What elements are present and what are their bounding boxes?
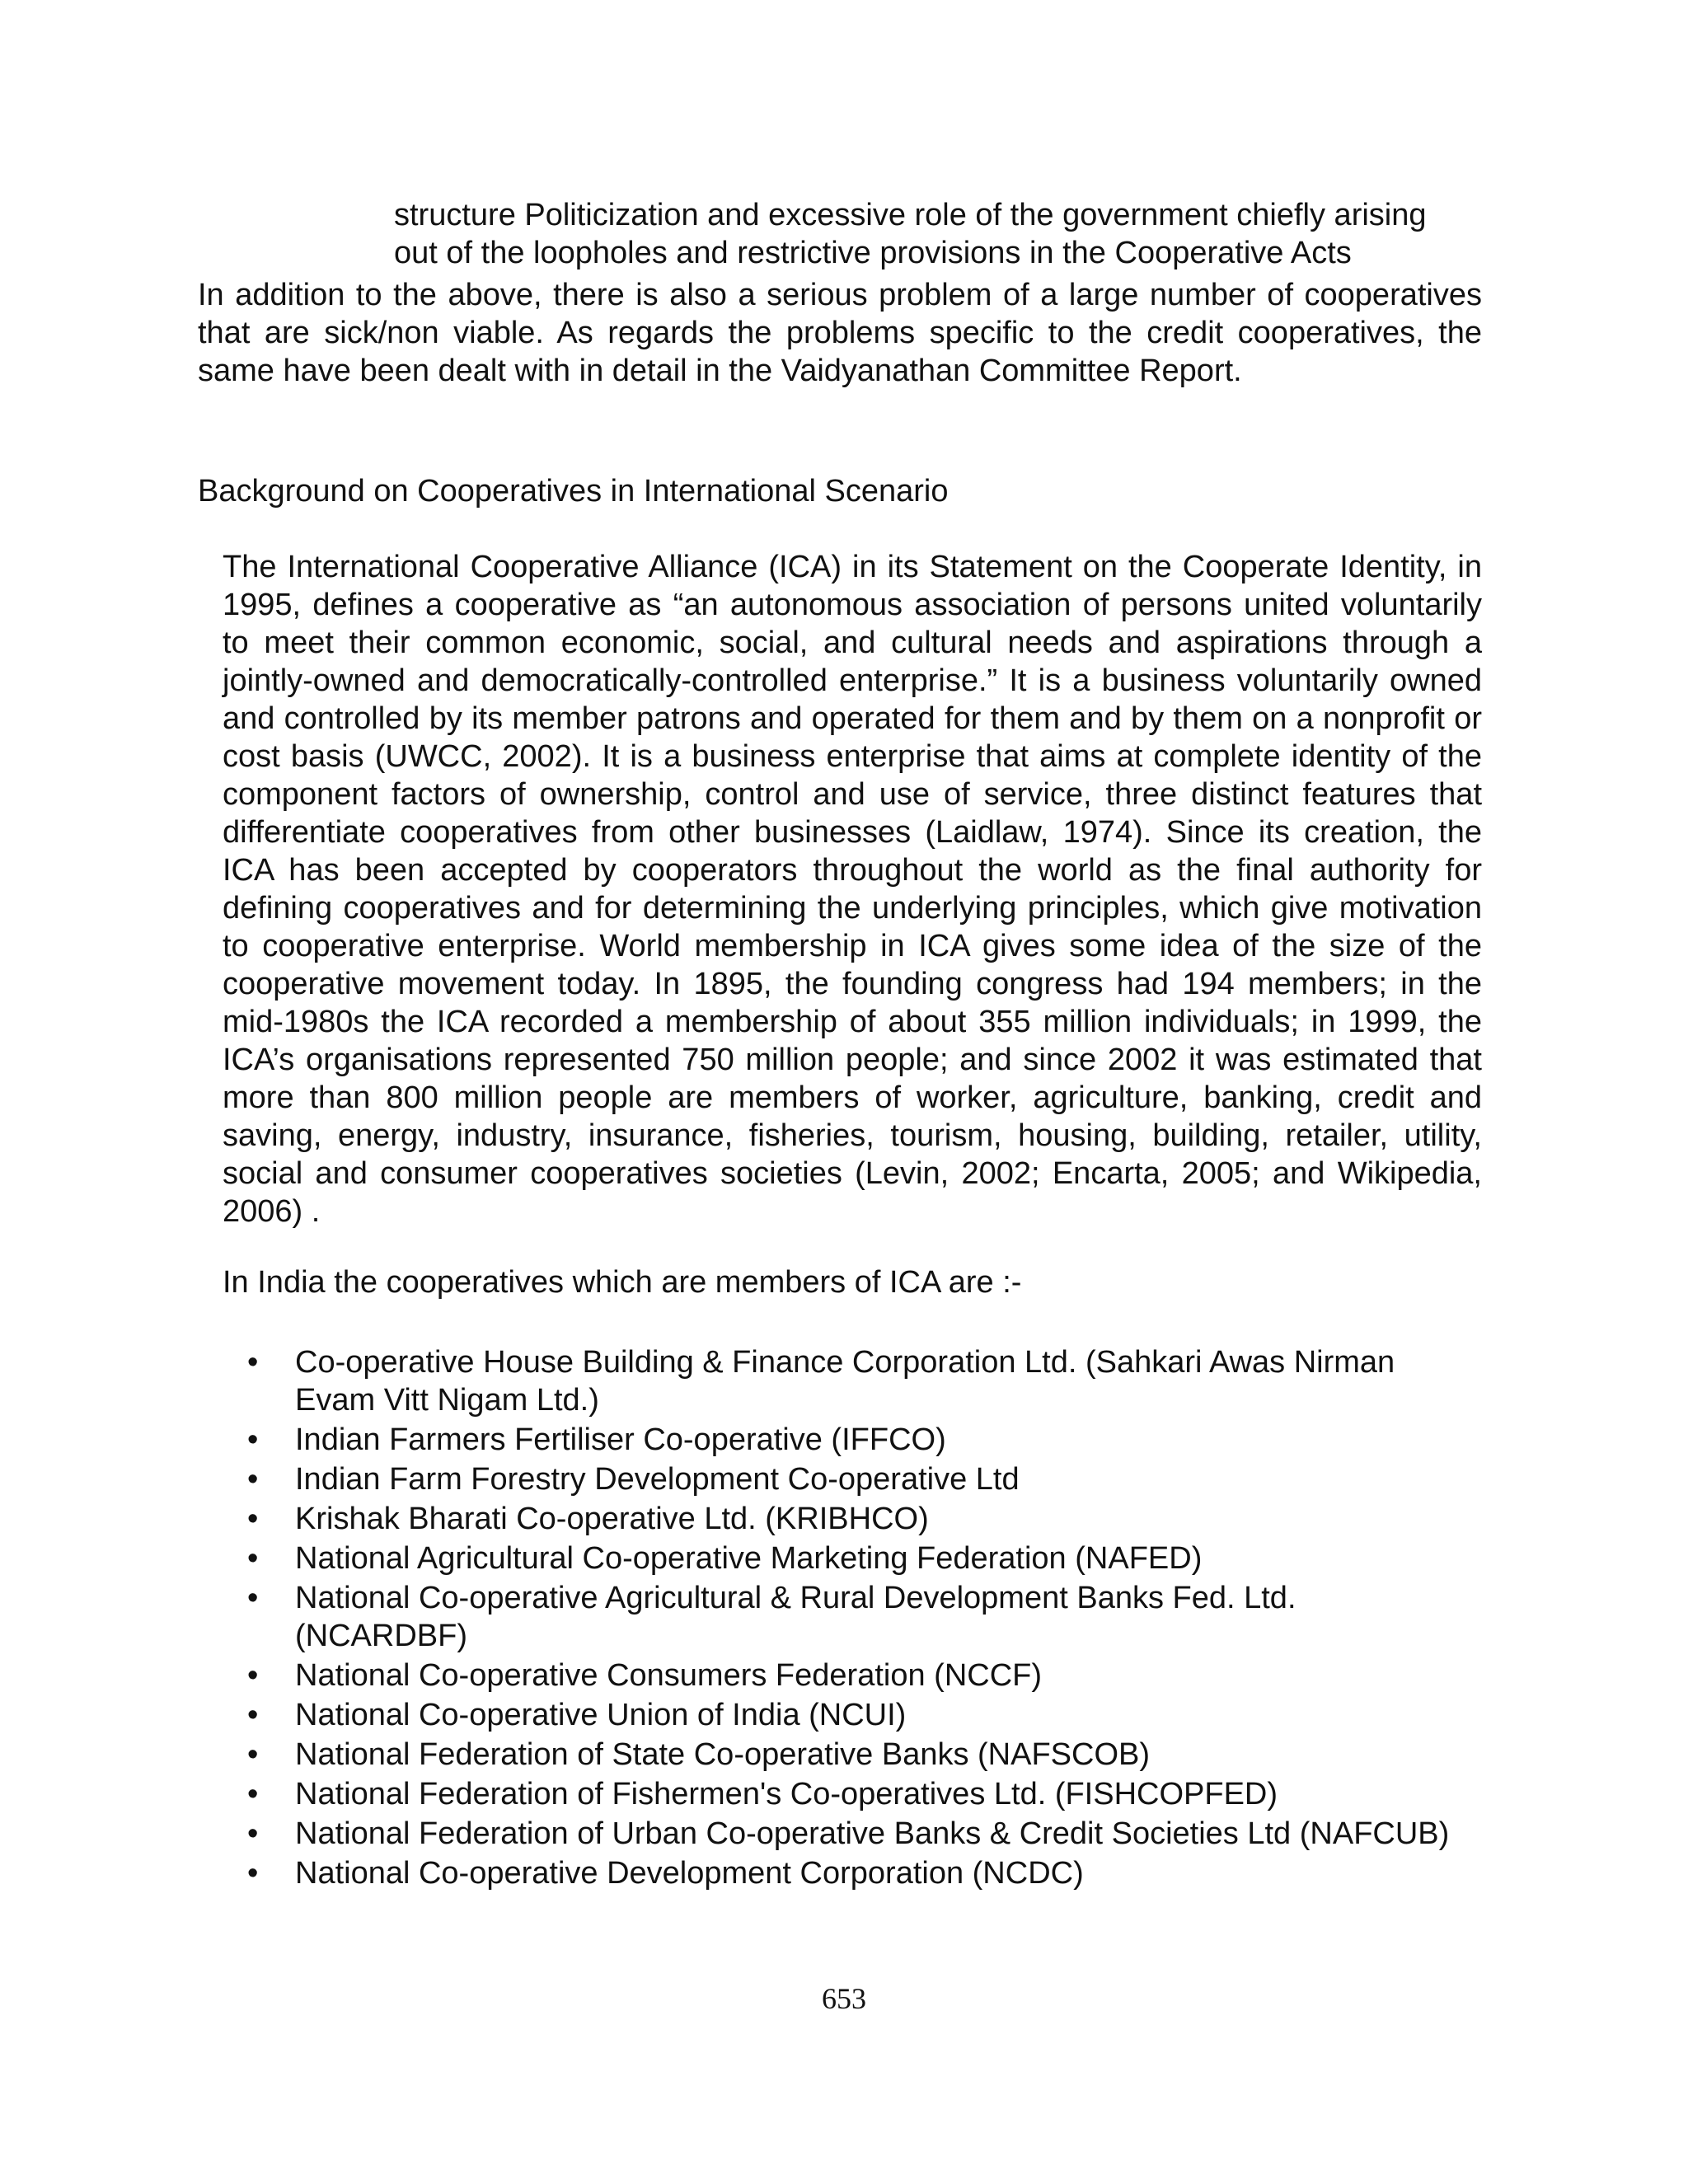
bullet-icon: • xyxy=(247,1422,259,1457)
list-item xyxy=(247,1343,1475,1419)
ica-member-list xyxy=(247,1343,1475,1894)
bullet-icon: • xyxy=(247,1581,259,1615)
bullet-icon: • xyxy=(247,1737,259,1772)
section-heading: Background on Cooperatives in International Scenario xyxy=(198,474,949,509)
bullet-icon: • xyxy=(247,1698,259,1732)
list-item xyxy=(247,1540,1475,1577)
list-item-text: Indian Farm Forestry Development Co-operative Ltd xyxy=(295,1462,1020,1497)
list-item xyxy=(247,1736,1475,1774)
list-item xyxy=(247,1815,1475,1853)
list-item-text: National Co-operative Agricultural & Rural Development Banks Fed. Ltd. (NCARDBF) xyxy=(295,1581,1296,1653)
bullet-icon: • xyxy=(247,1777,259,1811)
list-item-text: National Agricultural Co-operative Marketing Federation (NAFED) xyxy=(295,1541,1203,1576)
list-lead-in: In India the cooperatives which are members of ICA are :- xyxy=(223,1265,1022,1300)
continued-line-1: structure Politicization and excessive role of the government chiefly arising xyxy=(394,198,1427,232)
bullet-icon: • xyxy=(247,1816,259,1851)
list-item-text: Krishak Bharati Co-operative Ltd. (KRIBHCO) xyxy=(295,1502,929,1536)
bullet-icon: • xyxy=(247,1541,259,1576)
bullet-icon: • xyxy=(247,1462,259,1497)
list-item-text: National Federation of Urban Co-operative Banks & Credit Societies Ltd (NAFCUB) xyxy=(295,1816,1450,1851)
page-number: 653 xyxy=(822,1982,866,2015)
bullet-icon: • xyxy=(247,1345,259,1380)
list-item-text: National Co-operative Consumers Federation (NCCF) xyxy=(295,1658,1043,1693)
list-item xyxy=(247,1500,1475,1538)
list-item xyxy=(247,1854,1475,1892)
list-item xyxy=(247,1579,1475,1655)
list-item-text: Indian Farmers Fertiliser Co-operative (IFFCO) xyxy=(295,1422,946,1457)
list-item xyxy=(247,1460,1475,1498)
list-item xyxy=(247,1657,1475,1694)
bullet-icon: • xyxy=(247,1856,259,1891)
list-item-text: Co-operative House Building & Finance Corporation Ltd. (Sahkari Awas Nirman Evam Vitt Nigam Ltd.) xyxy=(295,1345,1395,1418)
paragraph-sick-cooperatives: In addition to the above, there is also a serious problem of a large number of cooperatives that are sick/non viable. As regards the problems specific to the credit cooperatives, the same have been dealt with in detail in the Vaidyanathan Committee Report. xyxy=(198,278,1482,388)
bullet-icon: • xyxy=(247,1658,259,1693)
list-item xyxy=(247,1775,1475,1813)
list-item xyxy=(247,1421,1475,1459)
list-item-text: National Federation of State Co-operative Banks (NAFSCOB) xyxy=(295,1737,1151,1772)
list-item xyxy=(247,1696,1475,1734)
bullet-icon: • xyxy=(247,1502,259,1536)
paragraph-ica-definition: The International Cooperative Alliance (ICA) in its Statement on the Cooperate Identity, in 1995, defines a cooperative as “an autonomous association of persons united voluntarily to meet their common economic, social, and cultural needs and aspirations through a jointly-owned and democratically-controlled enterprise.” It is a business voluntarily owned and controlled by its member patrons and operated for them and by them on a nonprofit or cost basis (UWCC, 2002). It is a business enterprise that aims at complete identity of the component factors of ownership, control and use of service, three distinct features that differentiate cooperatives from other businesses (Laidlaw, 1974). Since its creation, the ICA has been accepted by cooperators throughout the world as the final authority for defining cooperatives and for determining the underlying principles, which give motivation to cooperative enterprise. World membership in ICA gives some idea of the size of the cooperative movement today. In 1895, the founding congress had 194 members; in the mid-1980s the ICA recorded a membership of about 355 million individuals; in 1999, the ICA’s organisations represented 750 million people; and since 2002 it was estimated that more than 800 million people are members of worker, agriculture, banking, credit and saving, energy, industry, insurance, fisheries, tourism, housing, building, retailer, utility, social and consumer cooperatives societies (Levin, 2002; Encarta, 2005; and Wikipedia, 2006) . xyxy=(223,550,1482,1229)
list-item-text: National Co-operative Development Corporation (NCDC) xyxy=(295,1856,1084,1891)
continued-list-item xyxy=(394,196,1482,272)
list-item-text: National Federation of Fishermen's Co-operatives Ltd. (FISHCOPFED) xyxy=(295,1777,1278,1811)
continued-line-2: out of the loopholes and restrictive provisions in the Cooperative Acts xyxy=(394,236,1352,270)
list-item-text: National Co-operative Union of India (NCUI) xyxy=(295,1698,907,1732)
